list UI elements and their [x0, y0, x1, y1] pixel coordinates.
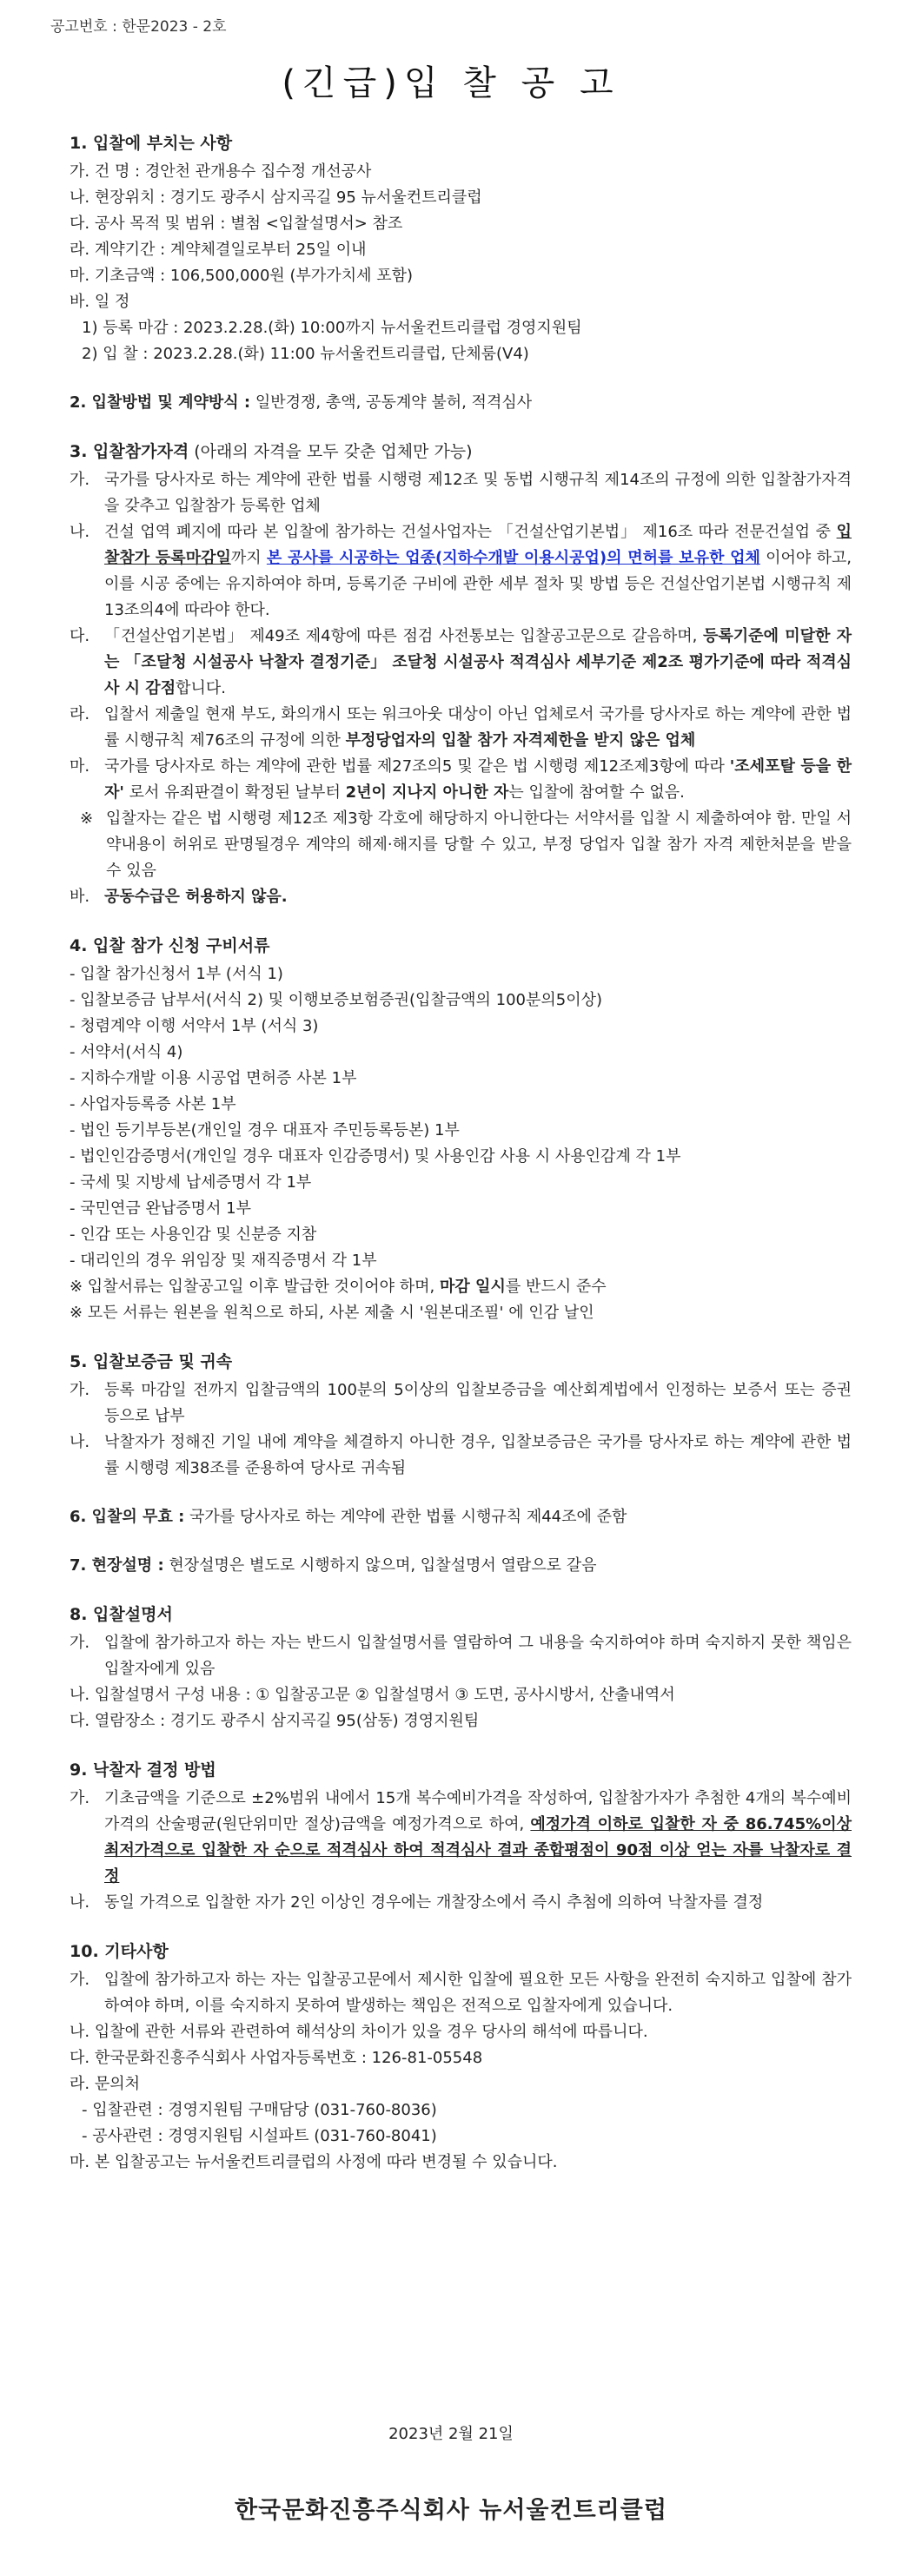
s1-schedule-bid: 2) 입 찰 : 2023.2.28.(화) 11:00 뉴서울컨트리클럽, 단체룸(V4)	[82, 345, 529, 363]
s1-item-c: 다. 공사 목적 및 범위 : 별첨 <입찰설명서> 참조	[70, 215, 403, 233]
list-item: - 입찰 참가신청서 1부 (서식 1)	[70, 965, 283, 983]
list-item: - 대리인의 경우 위임장 및 재직증명서 각 1부	[70, 1252, 377, 1270]
s8-item-c: 다. 열람장소 : 경기도 광주시 삼지곡길 95(삼동) 경영지원팀	[70, 1712, 480, 1730]
section-6	[70, 1504, 852, 1530]
s5-item-b-text: 낙찰자가 정해진 기일 내에 계약을 체결하지 아니한 경우, 입찰보증금은 국가를 당사자로 하는 계약에 관한 법률 시행령 제38조를 준용하여 당사로 귀속됨	[104, 1433, 852, 1477]
s3-item-c	[70, 624, 852, 702]
s4-note-2: ※ 모든 서류는 원본을 원칙으로 하되, 사본 제출 시 '원본대조필' 에 인감 날인	[70, 1304, 594, 1322]
s3-b-license-link: 본 공사를 시공하는 업종(지하수개발 이용시공업)의 면허를 보유한 업체	[266, 549, 760, 567]
s9-item-b	[70, 1890, 852, 1916]
s3-note-text: 입찰자는 같은 법 시행령 제12조 제3항 각호에 해당하지 아니한다는 서약서를 입찰 시 제출하여야 함. 만일 서약내용이 허위로 판명될경우 계약의 해제·해지를 당할 수 있고, 부정 당업자 입찰 참가 자격 제한처분을 받을 수 있음	[106, 809, 852, 880]
list-item: - 국민연금 완납증명서 1부	[70, 1199, 251, 1218]
section-8	[70, 1602, 852, 1734]
s3-item-c-text	[104, 624, 852, 702]
s3-item-b	[70, 519, 852, 624]
s10-item-d: 라. 문의처	[70, 2075, 140, 2093]
s3-item-b-text	[104, 519, 852, 624]
s9-item-b-marker: 나.	[70, 1893, 90, 1912]
list-item: - 법인인감증명서(개인일 경우 대표자 인감증명서) 및 사용인감 사용 시 사용인감계 각 1부	[70, 1147, 681, 1166]
s3-item-f-text: 공동수급은 허용하지 않음.	[104, 888, 288, 906]
s3-item-d-text	[104, 702, 852, 754]
s3-item-e-text	[104, 754, 852, 806]
s3-d-restriction: 부정당업자의 입찰 참가 자격제한을 받지 않은 업체	[345, 731, 696, 750]
s8-item-a	[70, 1630, 852, 1682]
s5-item-a-text: 등록 마감일 전까지 입찰금액의 100분의 5이상의 입찰보증금을 예산회계법에서 인정하는 보증서 또는 증권 등으로 납부	[104, 1381, 852, 1425]
s10-item-a-marker: 가.	[70, 1971, 90, 1989]
s3-item-a-marker: 가.	[70, 471, 90, 489]
page-title: (긴급)입 찰 공 고	[282, 63, 620, 103]
s3-note	[70, 806, 852, 884]
s10-contact-construction: - 공사관련 : 경영지원팀 시설파트 (031-760-8041)	[82, 2127, 437, 2145]
s1-item-f: 바. 일 정	[70, 293, 130, 311]
section-7-body: 현장설명은 별도로 시행하지 않으며, 입찰설명서 열람으로 갈음	[163, 1556, 597, 1575]
section-3-title: 3. 입찰참가자격	[70, 442, 189, 461]
s3-b-part3: 까지	[230, 549, 267, 567]
list-item: - 법인 등기부등본(개인일 경우 대표자 주민등록등본) 1부	[70, 1121, 460, 1139]
section-5	[70, 1349, 852, 1482]
s3-e-years: 2년이 지나지 아니한 자	[345, 783, 509, 802]
section-3-title-note: (아래의 자격을 모두 갖춘 업체만 가능)	[189, 442, 473, 461]
section-7	[70, 1553, 852, 1579]
s5-item-b	[70, 1430, 852, 1482]
s9-item-a-text	[104, 1786, 852, 1890]
s5-item-a-marker: 가.	[70, 1381, 90, 1399]
section-3	[70, 439, 852, 910]
s10-item-a	[70, 1967, 852, 2019]
notice-date: 2023년 2월 21일	[388, 2425, 514, 2443]
s3-b-deadline: 입찰참가 등록마감일	[104, 523, 852, 567]
s3-item-a	[70, 467, 852, 519]
list-item: - 사업자등록증 사본 1부	[70, 1095, 236, 1113]
s1-item-d: 라. 계약기간 : 계약체결일로부터 25일 이내	[70, 241, 367, 259]
section-10	[70, 1939, 852, 2176]
s9-item-a	[70, 1786, 852, 1890]
s3-item-a-text: 국가를 당사자로 하는 계약에 관한 법률 시행령 제12조 및 동법 시행규칙 제14조의 규정에 의한 입찰참가자격을 갖추고 입찰참가 등록한 업체	[104, 471, 852, 515]
notice-body	[70, 130, 852, 2176]
s10-item-a-text: 입찰에 참가하고자 하는 자는 입찰공고문에서 제시한 입찰에 필요한 모든 사항을 완전히 숙지하고 입찰에 참가하여야 하며, 이를 숙지하지 못하여 발생하는 책임은 전적으로 입찰자에게 있습니다.	[104, 1971, 852, 2015]
s8-item-a-marker: 가.	[70, 1634, 90, 1652]
s1-item-e: 마. 기초금액 : 106,500,000원 (부가가치세 포함)	[70, 267, 413, 285]
organization-name: 한국문화진흥주식회사 뉴서울컨트리클럽	[235, 2497, 667, 2524]
list-item: - 청렴계약 이행 서약서 1부 (서식 3)	[70, 1017, 319, 1035]
s4-note-1-part1: ※ 입찰서류는 입찰공고일 이후 발급한 것이어야 하며,	[70, 1278, 441, 1296]
notice-number: 공고번호 : 한문2023 - 2호	[50, 18, 227, 36]
s10-item-e: 마. 본 입찰공고는 뉴서울컨트리클럽의 사정에 따라 변경될 수 있습니다.	[70, 2153, 558, 2171]
s4-note-1-part3: 를 반드시 준수	[505, 1278, 607, 1296]
s3-b-part5: 이어야 하고, 이를 시공 중에는 유지하여야 하며, 등록기준 구비에 관한 세부 절차 및 방법 등은 건설산업기본법 시행규칙 제13조의4에 따라야 한다.	[104, 549, 852, 619]
section-5-title: 5. 입찰보증금 및 귀속	[70, 1352, 233, 1371]
s3-item-d	[70, 702, 852, 754]
s10-item-b: 나. 입찰에 관한 서류와 관련하여 해석상의 차이가 있을 경우 당사의 해석에 따릅니다.	[70, 2023, 648, 2041]
s3-item-d-marker: 라.	[70, 705, 90, 723]
s1-item-a: 가. 건 명 : 경안천 관개용수 집수정 개선공사	[70, 162, 372, 181]
s3-item-b-marker: 나.	[70, 523, 90, 541]
s9-a-part1: 기초금액을 기준으로 ±2%범위 내에서 15개 복수예비가격을 작성하여, 입찰참가자가 추첨한 4개의 복수예비가격의 산술평균(원단위미만 절상)금액을 예정가격으로 하여,	[104, 1789, 852, 1833]
s1-schedule-register: 1) 등록 마감 : 2023.2.28.(화) 10:00까지 뉴서울컨트리클럽 경영지원팀	[82, 319, 582, 337]
s8-item-a-text: 입찰에 참가하고자 하는 자는 반드시 입찰설명서를 열람하여 그 내용을 숙지하여야 하며 숙지하지 못한 책임은 입찰자에게 있음	[104, 1634, 852, 1678]
section-2	[70, 390, 852, 416]
s3-e-part5: 는 입찰에 참여할 수 없음.	[508, 783, 685, 802]
section-10-title: 10. 기타사항	[70, 1942, 169, 1961]
section-2-body: 일반경쟁, 총액, 공동계약 불허, 적격심사	[250, 393, 533, 412]
section-7-title: 7. 현장설명 :	[70, 1556, 164, 1575]
s3-item-e	[70, 754, 852, 806]
section-9-title: 9. 낙찰자 결정 방법	[70, 1760, 216, 1780]
section-6-body: 국가를 당사자로 하는 계약에 관한 법률 시행규칙 제44조에 준함	[184, 1508, 627, 1526]
s8-item-b: 나. 입찰설명서 구성 내용 : ① 입찰공고문 ② 입찰설명서 ③ 도면, 공사시방서, 산출내역서	[70, 1686, 675, 1704]
s3-item-f-marker: 바.	[70, 888, 90, 906]
section-4-title: 4. 입찰 참가 신청 구비서류	[70, 936, 270, 955]
s5-item-a	[70, 1377, 852, 1430]
list-item: - 국세 및 지방세 납세증명서 각 1부	[70, 1173, 312, 1192]
s3-c-part3: 합니다.	[176, 679, 226, 697]
section-1-title: 1. 입찰에 부치는 사항	[70, 134, 233, 153]
s3-item-c-marker: 다.	[70, 627, 90, 645]
s3-e-part1: 국가를 당사자로 하는 계약에 관한 법률 제27조의5 및 같은 법 시행령 제12조제3항에 따라	[104, 757, 730, 776]
s9-a-decision: 예정가격 이하로 입찰한 자 중 86.745%이상 최저가격으로 입찰한 자 순으로 적격심사 하여 적격심사 결과 종합평점이 90점 이상 얻는 자를 낙찰자로 결정	[104, 1815, 852, 1886]
list-item: - 서약서(서식 4)	[70, 1043, 183, 1061]
s1-item-b: 나. 현장위치 : 경기도 광주시 삼지곡길 95 뉴서울컨트리클럽	[70, 188, 482, 207]
s5-item-b-marker: 나.	[70, 1433, 90, 1451]
section-9	[70, 1757, 852, 1916]
section-4	[70, 933, 852, 1326]
list-item: - 인감 또는 사용인감 및 신분증 지참	[70, 1225, 317, 1244]
list-item: - 입찰보증금 납부서(서식 2) 및 이행보증보험증권(입찰금액의 100분의5이상)	[70, 991, 603, 1009]
s3-e-tax: '조세포탈 등을 한 자'	[104, 757, 852, 802]
list-item: - 지하수개발 이용 시공업 면허증 사본 1부	[70, 1069, 357, 1087]
s3-note-marker: ※	[80, 809, 94, 828]
s4-note-1-deadline: 마감 일시	[440, 1278, 506, 1296]
s3-item-e-marker: 마.	[70, 757, 90, 776]
section-1	[70, 130, 852, 367]
s3-e-part3: 로서 유죄판결이 확정된 날부터	[123, 783, 346, 802]
s3-c-part1: 「건설산업기본법」 제49조 제4항에 따른 점검 사전통보는 입찰공고문으로 갈음하며,	[104, 627, 704, 645]
s3-c-penalty: 등록기준에 미달한 자는 「조달청 시설공사 낙찰자 결정기준」 조달청 시설공사 적격심사 세부기준 제2조 평가기준에 따라 적격심사 시 감점	[104, 627, 852, 697]
s3-b-part1: 건설 업역 폐지에 따라 본 입찰에 참가하는 건설사업자는 「건설산업기본법」 제16조 따라 전문건설업 중	[104, 523, 837, 541]
s10-item-c: 다. 한국문화진흥주식회사 사업자등록번호 : 126-81-05548	[70, 2049, 483, 2067]
s9-item-a-marker: 가.	[70, 1789, 90, 1807]
s9-item-b-text: 동일 가격으로 입찰한 자가 2인 이상인 경우에는 개찰장소에서 즉시 추첨에 의하여 낙찰자를 결정	[104, 1893, 764, 1912]
section-6-title: 6. 입찰의 무효 :	[70, 1508, 185, 1526]
section-8-title: 8. 입찰설명서	[70, 1605, 173, 1624]
s3-item-f	[70, 884, 852, 910]
section-2-title: 2. 입찰방법 및 계약방식 :	[70, 393, 251, 412]
s4-note-1	[70, 1274, 852, 1300]
s3-d-part1: 입찰서 제출일 현재 부도, 화의개시 또는 워크아웃 대상이 아닌 업체로서 국가를 당사자로 하는 계약에 관한 법률 시행규칙 제76조의 규정에 의한	[104, 705, 852, 750]
s10-contact-bid: - 입찰관련 : 경영지원팀 구매담당 (031-760-8036)	[82, 2101, 437, 2119]
